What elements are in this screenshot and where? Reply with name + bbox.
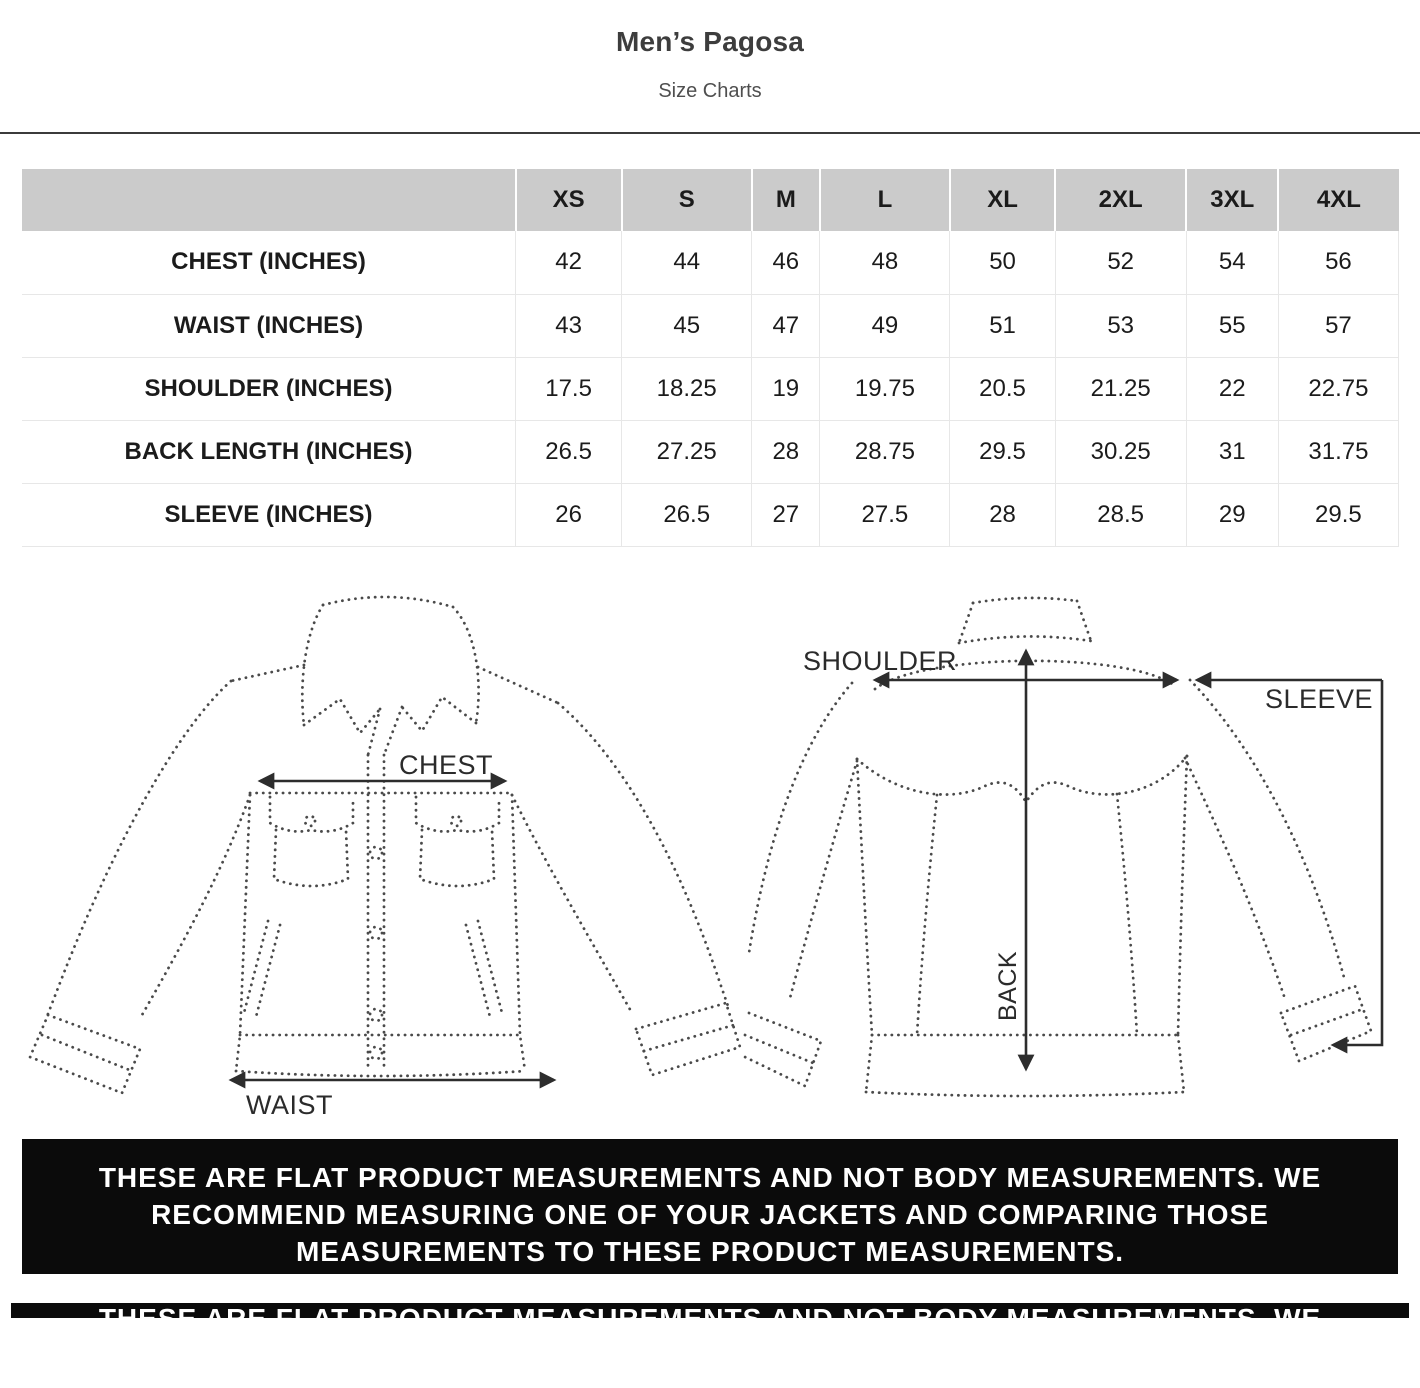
size-value: 22.75: [1278, 357, 1398, 420]
size-value: 28: [752, 420, 820, 483]
size-value: 50: [950, 231, 1055, 294]
size-value: 42: [516, 231, 622, 294]
table-row: [22, 294, 1399, 357]
row-label: BACK LENGTH (INCHES): [22, 420, 516, 483]
size-value: 29: [1186, 483, 1278, 546]
jacket-front-outline: [30, 597, 740, 1093]
size-value: 54: [1186, 231, 1278, 294]
jacket-back-diagram: [745, 583, 1415, 1140]
size-value: 20.5: [950, 357, 1055, 420]
row-label: SLEEVE (INCHES): [22, 483, 516, 546]
row-label: SHOULDER (INCHES): [22, 357, 516, 420]
sleeve-measure-arrow: [1197, 680, 1382, 1045]
size-value: 28: [950, 483, 1055, 546]
size-value: 27.5: [820, 483, 950, 546]
shoulder-label: SHOULDER: [803, 646, 958, 676]
measurement-notice-banner-repeat: [11, 1303, 1409, 1388]
table-row: [22, 420, 1399, 483]
size-value: 26.5: [516, 420, 622, 483]
size-value: 48: [820, 231, 950, 294]
notice-line: MEASUREMENTS TO THESE PRODUCT MEASUREMENTS.: [295, 1236, 1125, 1267]
size-value: 19.75: [820, 357, 950, 420]
waist-label: WAIST: [246, 1090, 333, 1120]
row-label: WAIST (INCHES): [22, 294, 516, 357]
jacket-front-diagram: [28, 583, 743, 1140]
column-header: XS: [516, 169, 622, 231]
column-header: 2XL: [1055, 169, 1186, 231]
notice-line: THESE ARE FLAT PRODUCT MEASUREMENTS AND NOT BODY MEASUREMENTS. WE: [98, 1303, 1322, 1334]
column-header: M: [752, 169, 820, 231]
size-value: 27: [752, 483, 820, 546]
size-value: 44: [622, 231, 752, 294]
column-header: XL: [950, 169, 1055, 231]
size-value: 28.75: [820, 420, 950, 483]
corner-cell: [22, 169, 516, 231]
size-value: 26: [516, 483, 622, 546]
notice-text-repeat: [11, 1303, 1409, 1386]
size-value: 31.75: [1278, 420, 1398, 483]
size-value: 29.5: [1278, 483, 1398, 546]
table-row: [22, 231, 1399, 294]
size-value: 43: [516, 294, 622, 357]
size-value: 46: [752, 231, 820, 294]
row-label: CHEST (INCHES): [171, 248, 366, 276]
size-value: 52: [1055, 231, 1186, 294]
page-title: Men’s Pagosa: [615, 26, 805, 57]
size-value: 27.25: [622, 420, 752, 483]
column-header: S: [622, 169, 752, 231]
size-value: 21.25: [1055, 357, 1186, 420]
notice-line: RECOMMEND MEASURING ONE OF YOUR JACKETS AND COMPARING THOSE: [151, 1199, 1269, 1230]
measurement-notice-banner: [22, 1139, 1398, 1274]
table-row: [22, 483, 1399, 546]
size-value: 51: [950, 294, 1055, 357]
size-value: 26.5: [622, 483, 752, 546]
notice-line: THESE ARE FLAT PRODUCT MEASUREMENTS AND NOT BODY MEASUREMENTS. WE: [98, 1162, 1322, 1193]
page-subtitle: Size Charts: [658, 80, 762, 102]
size-value: 31: [1186, 420, 1278, 483]
size-value: 55: [1186, 294, 1278, 357]
size-value: 53: [1055, 294, 1186, 357]
size-value: 29.5: [950, 420, 1055, 483]
column-header: 3XL: [1186, 169, 1278, 231]
back-label: BACK: [994, 950, 1022, 1021]
column-header: L: [820, 169, 950, 231]
size-chart-table: [22, 169, 1399, 547]
size-value: 47: [752, 294, 820, 357]
size-value: 28.5: [1055, 483, 1186, 546]
size-value: 57: [1278, 294, 1398, 357]
size-value: 30.25: [1055, 420, 1186, 483]
size-columns-row: [22, 169, 1399, 231]
size-value: 17.5: [516, 357, 622, 420]
sleeve-label: SLEEVE: [1264, 684, 1373, 714]
size-value: 49: [820, 294, 950, 357]
size-value: 18.25: [622, 357, 752, 420]
table-row: [22, 357, 1399, 420]
notice-text: [22, 1139, 1398, 1270]
column-header: 4XL: [1278, 169, 1398, 231]
size-value: 56: [1278, 231, 1398, 294]
header-divider: [0, 132, 1420, 134]
size-value: 22: [1186, 357, 1278, 420]
chest-label: CHEST: [398, 750, 494, 780]
size-value: 45: [622, 294, 752, 357]
notice-line: MEASUREMENTS TO THESE PRODUCT MEASUREMENTS.: [295, 1357, 1125, 1388]
size-table-body: [22, 231, 1399, 546]
size-value: 19: [752, 357, 820, 420]
notice-line: RECOMMEND MEASURING ONE OF YOUR JACKETS AND COMPARING THOSE: [151, 1330, 1269, 1361]
